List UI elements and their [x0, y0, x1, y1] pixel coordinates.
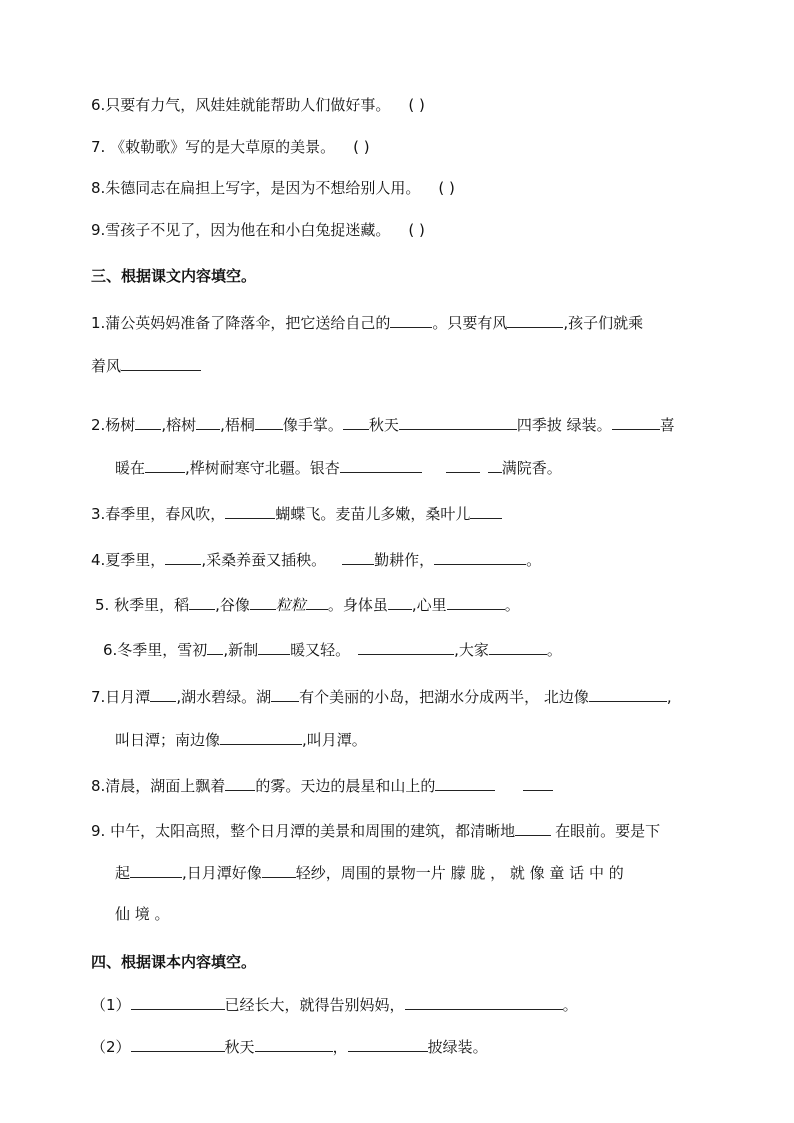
- text: 着风: [91, 357, 122, 375]
- s3-q1-line1: [91, 312, 643, 333]
- s3-q1-line2: [91, 355, 201, 376]
- blank[interactable]: [220, 729, 302, 745]
- text: 7.日月潭: [91, 688, 151, 706]
- text: ,榕树: [161, 416, 197, 434]
- blank[interactable]: [446, 457, 480, 473]
- blank[interactable]: [348, 1036, 428, 1052]
- text: （1）: [91, 996, 131, 1014]
- s4-q1: [91, 994, 578, 1015]
- text: 。: [546, 641, 562, 659]
- blank[interactable]: [255, 1036, 333, 1052]
- blank[interactable]: [470, 503, 502, 519]
- judge-q6-text: 6.只要有力气，风娃娃就能帮助人们做好事。: [91, 96, 391, 114]
- text: 。: [562, 996, 578, 1014]
- blank[interactable]: [250, 594, 276, 610]
- text: 4.夏季里，: [91, 551, 166, 569]
- text: 。只要有风: [432, 314, 508, 332]
- blank[interactable]: [343, 414, 369, 430]
- text: 1.蒲公英妈妈准备了降落伞，把它送给自己的: [91, 314, 391, 332]
- text: ,: [666, 688, 672, 706]
- text: ,谷像: [215, 596, 250, 614]
- judge-q9-text: 9.雪孩子不见了，因为他在和小白兔捉迷藏。: [91, 221, 391, 239]
- s3-q9-line3: [115, 904, 170, 924]
- text: 喜: [659, 416, 675, 434]
- blank[interactable]: [435, 775, 495, 791]
- blank[interactable]: [489, 639, 547, 655]
- blank[interactable]: [165, 549, 201, 565]
- blank[interactable]: [589, 686, 667, 702]
- blank[interactable]: [189, 594, 215, 610]
- blank[interactable]: [515, 820, 551, 836]
- answer-paren[interactable]: ( ): [438, 179, 455, 197]
- text: （2）: [91, 1038, 131, 1056]
- text: ,心里: [411, 596, 447, 614]
- blank[interactable]: [207, 639, 223, 655]
- section3-title: 三、根据课文内容填空。: [91, 267, 257, 285]
- text: 的雾。天边的晨星和山上的: [255, 777, 436, 795]
- text: 6.冬季里，雪初: [103, 641, 208, 659]
- blank[interactable]: [258, 639, 290, 655]
- blank[interactable]: [399, 414, 517, 430]
- blank[interactable]: [255, 414, 283, 430]
- blank[interactable]: [340, 457, 422, 473]
- section4-title: 四、根据课本内容填空。: [91, 953, 257, 971]
- s3-q8: [91, 775, 553, 796]
- text: 秋天: [224, 1038, 255, 1056]
- blank[interactable]: [225, 775, 255, 791]
- text: 3.春季里，春风吹，: [91, 505, 226, 523]
- blank[interactable]: [306, 594, 328, 610]
- answer-paren[interactable]: ( ): [353, 138, 370, 156]
- blank[interactable]: [390, 312, 432, 328]
- text: 轻纱，周围的景物一片 朦 胧 ， 就 像 童 话 中 的: [295, 864, 624, 882]
- text: ,孩子们就乘: [563, 314, 644, 332]
- text: 四季披 绿装。: [516, 416, 612, 434]
- text: 起: [115, 864, 131, 882]
- judge-q8-text: 8.朱德同志在扁担上写字，是因为不想给别人用。: [91, 179, 421, 197]
- blank[interactable]: [130, 862, 182, 878]
- blank[interactable]: [488, 457, 502, 473]
- blank[interactable]: [150, 686, 176, 702]
- text: ,桦树耐寒守北疆。银杏: [185, 459, 340, 477]
- text: 像手掌。: [282, 416, 343, 434]
- blank[interactable]: [358, 639, 454, 655]
- text: 5. 秋季里，稻: [95, 596, 190, 614]
- text: 披绿装。: [427, 1038, 488, 1056]
- blank[interactable]: [225, 503, 275, 519]
- blank[interactable]: [388, 594, 412, 610]
- blank[interactable]: [135, 414, 161, 430]
- s3-q9-line1: [91, 820, 660, 841]
- judge-q9: [91, 220, 425, 240]
- text: 已经长大，就得告别妈妈，: [224, 996, 405, 1014]
- text: ,日月潭好像: [182, 864, 262, 882]
- text: 秋天: [368, 416, 399, 434]
- text: ，: [332, 1038, 348, 1056]
- judge-q7-text: 7. 《敕勒歌》写的是大草原的美景。: [91, 138, 336, 156]
- s3-q4: [91, 549, 541, 570]
- text: 。身体虽: [327, 596, 388, 614]
- text: ,叫月潭。: [302, 731, 367, 749]
- blank[interactable]: [271, 686, 299, 702]
- text: 仙 境 。: [115, 905, 170, 923]
- blank[interactable]: [523, 775, 553, 791]
- text: ,采桑养蚕又插秧。: [201, 551, 327, 569]
- blank[interactable]: [342, 549, 374, 565]
- s3-q7-line1: [91, 686, 672, 707]
- judge-q7: [91, 137, 370, 157]
- text: ,梧桐: [220, 416, 255, 434]
- judge-q8: [91, 178, 455, 198]
- blank[interactable]: [507, 312, 563, 328]
- blank[interactable]: [196, 414, 220, 430]
- blank[interactable]: [262, 862, 296, 878]
- blank[interactable]: [131, 1036, 225, 1052]
- s3-q7-line2: [115, 729, 367, 750]
- answer-paren[interactable]: ( ): [408, 96, 425, 114]
- s3-q5: [95, 594, 520, 615]
- blank[interactable]: [405, 994, 563, 1010]
- answer-paren[interactable]: ( ): [408, 221, 425, 239]
- text: 。: [526, 551, 542, 569]
- blank[interactable]: [131, 994, 225, 1010]
- text: 在眼前。要是下: [555, 822, 661, 840]
- s3-q6: [103, 639, 562, 660]
- blank[interactable]: [121, 355, 201, 371]
- text: 2.杨树: [91, 416, 136, 434]
- text: 满院香。: [501, 459, 562, 477]
- text: 暖在: [115, 459, 146, 477]
- s3-q2-line2: [115, 457, 562, 478]
- text: 8.清晨，湖面上飘着: [91, 777, 226, 795]
- text: ,大家: [454, 641, 489, 659]
- s3-q3: [91, 503, 502, 524]
- text: 粒粒: [275, 596, 306, 614]
- text: 。: [504, 596, 520, 614]
- text: 勤耕作，: [374, 551, 435, 569]
- text: ,湖水碧绿。湖: [176, 688, 272, 706]
- blank[interactable]: [145, 457, 185, 473]
- s4-q2: [91, 1036, 488, 1057]
- text: 9. 中午，太阳高照，整个日月潭的美景和周围的建筑，都清晰地: [91, 822, 516, 840]
- text: 蝴蝶飞。麦苗儿多嫩，桑叶儿: [275, 505, 471, 523]
- blank[interactable]: [447, 594, 505, 610]
- blank[interactable]: [434, 549, 526, 565]
- judge-q6: [91, 95, 425, 115]
- blank[interactable]: [612, 414, 660, 430]
- text: 有个美丽的小岛，把湖水分成两半， 北边像: [299, 688, 589, 706]
- text: ,新制: [223, 641, 259, 659]
- text: 暖又轻。: [290, 641, 351, 659]
- s3-q9-line2: [115, 862, 624, 883]
- text: 叫日潭；南边像: [115, 731, 221, 749]
- s3-q2-line1: [91, 414, 675, 435]
